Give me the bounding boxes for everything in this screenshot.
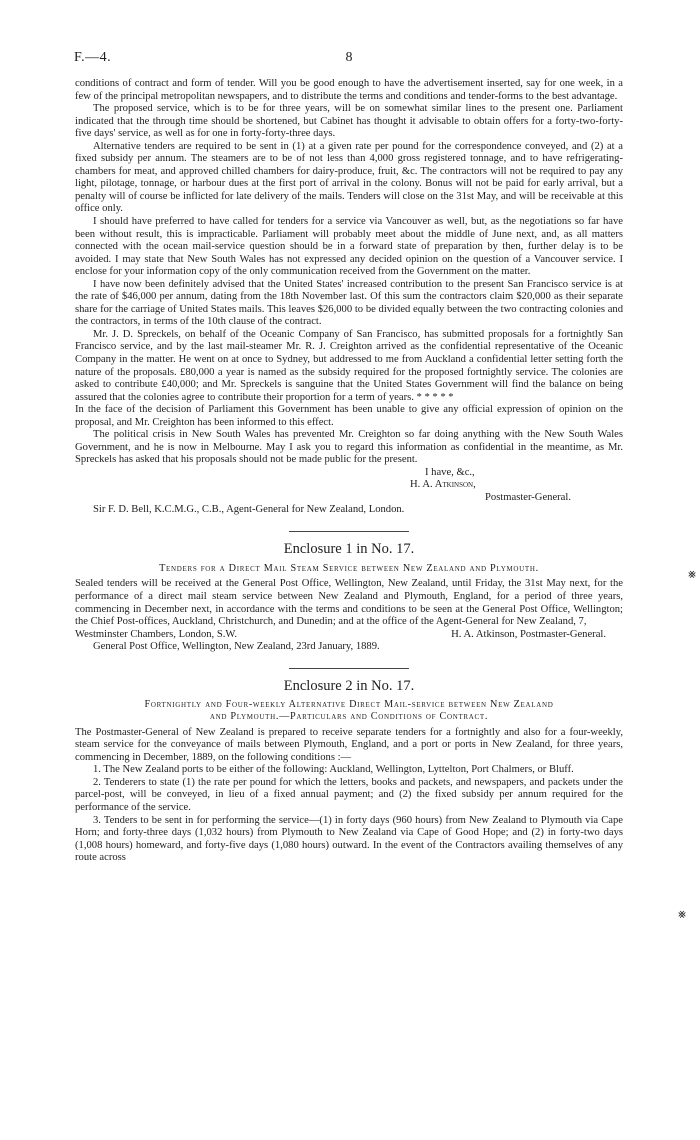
letter-paragraph-2: The proposed service, which is to be for three years, will be on somewhat similar lines to the present one. Parliament indicated that the through time should be shortened, but Cabinet has thought it advisable to obtain offers for a forty-two-forty-five days' service, as well as for one in forty-forty-three days. (75, 103, 623, 140)
closing-phrase: I have, &c., (425, 466, 475, 478)
enclosure-1-body: Sealed tenders will be received at the General Post Office, Wellington, New Zealand, until Friday, the 31st May next, for the performance of a direct mail steam service between New Zealand and Plymouth, England, for a period of three years, commencing in December next, in accordance with the terms and conditions to be seen at the General Post Office, Wellington; the Chief Post-offices, Auckland, Christchurch, and Dunedin; and at the office of the Agent-General for New Zealand, 7, (75, 578, 623, 628)
signer-title: Postmaster-General. (485, 491, 571, 503)
letter-paragraph-5: I have now been definitely advised that the United States' increased contribution to the present San Francisco service is at the rate of $46,000 per annum, dating from the 18th November last. Of this sum the contractors claim $20,000 as their separate share for the carriage of United States mails. This leaves $26,000 to be divided equally between the two contracting colonies and the contractors, in terms of the 10th clause of the contract. (75, 278, 623, 328)
signer-name: H. A. Atkinson, (410, 479, 476, 491)
enclosure-1-title: Enclosure 1 in No. 17. (283, 540, 415, 557)
document-page (75, 44, 623, 865)
letter-paragraph-8: The political crisis in New South Wales has prevented Mr. Creighton so far doing anything with the New South Wales Government, and he is now in Melbourne. May I ask you to regard this information as confidential in the meantime, as Mr. Spreckels has asked that his proposals should not be made public for the present. (75, 429, 623, 466)
section-divider-2 (289, 668, 409, 669)
letter-paragraph-4: I should have preferred to have called for tenders for a service via Vancouver as well, but, as the negotiations so far have been without result, this is impracticable. Parliament will probably meet about the middle of June next, and, as all matters connected with the ocean mail-service question should be in a forward state of preparation by then, further delay is to be avoided. I may state that New South Wales has not expressed any decided opinion on the question of a Vancouver service. I enclose for your information copy of the only communication received from the Government on the matter. (75, 216, 623, 278)
page-number: 8 (345, 50, 353, 65)
letter-paragraph-1: conditions of contract and form of tender. Will you be good enough to have the advertisement inserted, say for one week, in a few of the principal metropolitan newspapers, and to distribute the terms and conditions and tender-forms to the best advantage. (75, 78, 623, 102)
margin-mark-icon: ⨳ (688, 566, 697, 581)
enclosure-1-dateline: General Post Office, Wellington, New Zealand, 23rd January, 1889. (93, 641, 380, 653)
condition-item-1: 1. The New Zealand ports to be either of the following: Auckland, Wellington, Lyttelton, Port Chalmers, or Bluff. (93, 764, 574, 776)
document-reference: F.—4. (74, 50, 112, 65)
letter-body (75, 78, 623, 517)
addressee: Sir F. D. Bell, K.C.M.G., C.B., Agent-General for New Zealand, London. (93, 504, 405, 516)
condition-item-3: 3. Tenders to be sent in for performing the service—(1) in forty days (960 hours) from New Zealand to Plymouth via Cape Horn; and forty-three days (1,032 hours) from Plymouth to New Zealand via Cape of Good Hope; and (2) in forty-two days (1,008 hours) homeward, and forty-five days (1,080 hours) outward. In the event of the Contractors availing themselves of any route across (75, 814, 623, 864)
section-divider-1 (289, 531, 409, 532)
enclosure-2-subtitle-line-2: and Plymouth.—Particulars and Conditions of Contract. (209, 711, 489, 723)
letter-paragraph-7: In the face of the decision of Parliament this Government has been unable to give any official expression of opinion on the proposal, and Mr. Creighton has been informed to this effect. (75, 404, 623, 428)
condition-item-2: 2. Tenderers to state (1) the rate per pound for which the letters, books and packets, and newspapers, and packets under the parcel-post, will be conveyed, in lieu of a fixed annual payment; and (2) the fixed subsidy per annum required for the performance of the service. (75, 776, 623, 814)
enclosure-2-subtitle-line-1: Fortnightly and Four-weekly Alternative Direct Mail-service between New Zealand (144, 698, 554, 710)
letter-paragraph-3: Alternative tenders are required to be sent in (1) at a given rate per pound for the correspondence conveyed, and (2) at a fixed subsidy per annum. The steamers are to be of not less than 4,000 gross registered tonnage, and to have refrigerating-chambers for meat, and approved chilled chambers for dairy-produce, fruit, &c. The contractors will not be required to pay any light, pilotage, tonnage, or harbour dues at the first port of arrival in the colony. Bonus will not be paid for early arrival, but a penalty will of course be inflicted for late delivery of the mails. Tenders will close on the 31st May, and will be receivable at this office only. (75, 140, 623, 215)
enclosure-1 (75, 541, 623, 654)
enclosure-1-address: Westminster Chambers, London, S.W. (75, 628, 238, 640)
enclosure-2-title: Enclosure 2 in No. 17. (283, 677, 415, 694)
enclosure-2-intro: The Postmaster-General of New Zealand is prepared to receive separate tenders for a fortnightly and also for a four-weekly, steam service for the conveyance of mails between Plymouth, England, and a port or ports in New Zealand, for three years, commencing in December, 1889, on the following conditions :— (75, 726, 623, 763)
letter-paragraph-6: Mr. J. D. Spreckels, on behalf of the Oceanic Company of San Francisco, has submitted proposals for a fortnightly San Francisco service, and by the last mail-steamer Mr. R. J. Creighton arrived as the confidential representative of the Oceanic Company in the matter. He went on at once to Sydney, but addressed to me from Auckland a confidential letter setting forth the nature of the proposals. £80,000 a year is named as the subsidy required for the proposed fortnightly service. The colonies are asked to contribute £40,000; and Mr. Spreckels is sanguine that the United States Government will find the balance on being assured that the colonies agree to contribute their proportion for a term of years. * * * * * (75, 328, 623, 403)
page-header (75, 44, 623, 74)
margin-mark-icon: ⨳ (678, 906, 687, 921)
letter-closing (75, 467, 623, 517)
enclosure-1-signature-line (75, 629, 623, 642)
enclosure-1-subtitle: Tenders for a Direct Mail Steam Service between New Zealand and Plymouth. (159, 562, 539, 574)
enclosure-2 (75, 678, 623, 865)
enclosure-1-signer: H. A. Atkinson, Postmaster-General. (451, 628, 606, 640)
